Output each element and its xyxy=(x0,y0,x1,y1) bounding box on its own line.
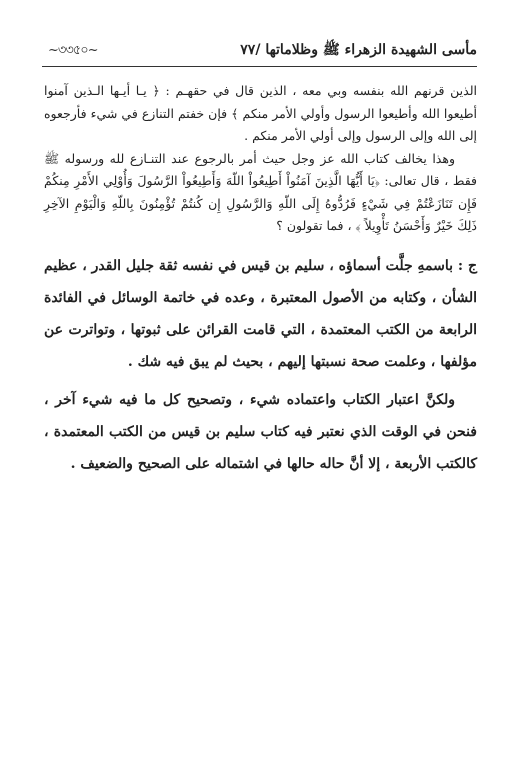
answer-paragraph-2: ولكنَّ اعتبار الكتاب واعتماده شيء ، وتصحيح كل ما فيه شيء آخر ، فنحن في الوقت الذي نعتبر فيه كتاب سليم بن قيس من الكتب المعتمدة ، كالكتب الأربعة ، إلا أنَّ حاله حالها في اشتماله على الصحيح والضعيف . xyxy=(44,391,477,472)
running-header xyxy=(48,40,477,62)
header-ornament-icon: ~৩৩৫০~ xyxy=(48,42,98,58)
header-divider xyxy=(42,66,477,67)
quoted-paragraph-2: وهذا يخالف كتاب الله عز وجل حيث أمر بالرجوع عند التنـازع لله ورسوله ﷺ فقط ، قال تعالى: ﴿يَا أَيُّهَا الَّذِينَ آمَنُواْ أَطِيعُواْ اللّهَ وَأَطِيعُواْ الرَّسُولَ وَأُوْلِي الأَمْرِ مِنكُمْ فَإِن تَنَازَعْتُمْ فِي شَيْءٍ فَرُدُّوهُ إِلَى اللّهِ وَالرَّسُولِ إِن كُنتُمْ تُؤْمِنُونَ بِاللّهِ وَالْيَوْمِ الآخِرِ ذَلِكَ خَيْرٌ وَأَحْسَنُ تَأْوِيلاً ﴾ ، فما تقولون ؟ xyxy=(44,150,477,233)
answer-paragraph: ج : باسمهِ جلَّت أسماؤه ، سليم بن قيس في نفسه ثقة جليل القدر ، عظيم الشأن ، وكتابه من الأصول المعتبرة ، وعده في خاتمة الوسائل في الفائدة الرابعة من الكتب المعتمدة ، التي قامت القرائن على ثبوتها ، وتواترت عن مؤلفها ، وعلمت صحة نسبتها إليهم ، بحيث لم يبق فيه شك . xyxy=(44,257,477,370)
header-title: مأسى الشهيدة الزهراء ﷺ وظلاماتها /٧٧ xyxy=(240,42,477,58)
quoted-paragraph-1: الذين قرنهم الله بنفسه وبي معه ، الذين قال في حقهـم : ﴿ يـا أيـها الـذين آمنوا أطيعوا الله وأطيعوا الرسول وأولي الأمر منكم ﴾ فإن خفتم التنازع في شيء فأرجعوه إلى الله وإلى الرسول وإلى أولي الأمر منكم . xyxy=(44,83,477,143)
page-body xyxy=(44,80,477,480)
